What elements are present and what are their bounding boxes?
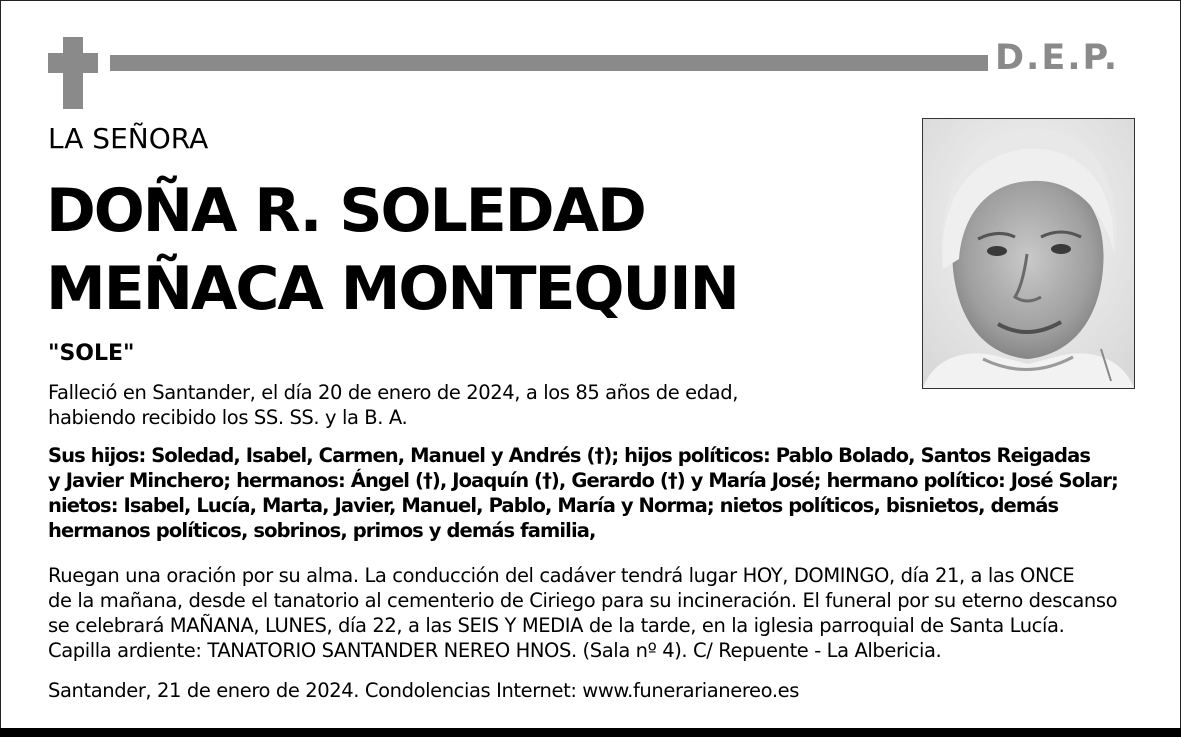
death-notice-line: Falleció en Santander, el día 20 de enero de 2024, a los 85 años de edad,: [48, 381, 739, 404]
family-line: y Javier Minchero; hermanos: Ángel (†), Joaquín (†), Gerardo (†) y María José; hermano político: José Solar;: [48, 469, 1118, 492]
cross-vertical-bar: [63, 37, 83, 109]
cross-horizontal-bar: [48, 53, 98, 73]
ceremony-line: Capilla ardiente: TANATORIO SANTANDER NEREO HNOS. (Sala nº 4). C/ Repuente - La Albericia.: [48, 639, 942, 662]
header-rule: [110, 55, 988, 71]
nickname: "SOLE": [48, 341, 135, 366]
family-line: Sus hijos: Soledad, Isabel, Carmen, Manuel y Andrés (†); hijos políticos: Pablo Bolado, Santos Reigadas: [48, 444, 1091, 467]
ceremony-line: se celebrará MAÑANA, LUNES, día 22, a las SEIS Y MEDIA de la tarde, en la iglesia parroquial de Santa Lucía.: [48, 614, 1065, 637]
deceased-name-line-1: DOÑA R. SOLEDAD: [46, 176, 645, 246]
portrait-image: [923, 119, 1134, 388]
dep-heading: D.E.P.: [995, 38, 1120, 78]
family-list: [48, 443, 1158, 543]
family-line: nietos: Isabel, Lucía, Marta, Javier, Manuel, Pablo, María y Norma; nietos políticos, bisnietos, demás: [48, 494, 1059, 517]
deceased-name-line-2: MEÑACA MONTEQUIN: [46, 254, 738, 324]
family-line: hermanos políticos, sobrinos, primos y demás familia,: [48, 519, 596, 542]
ceremony-line: Ruegan una oración por su alma. La conducción del cadáver tendrá lugar HOY, DOMINGO, día 21, a las ONCE: [48, 564, 1075, 587]
footer-line: [48, 678, 1158, 703]
ceremony-line: de la mañana, desde el tanatorio al cementerio de Ciriego para su incineración. El funeral por su eterno descanso: [48, 589, 1118, 612]
death-notice-line: habiendo recibido los SS. SS. y la B. A.: [48, 406, 408, 429]
bottom-rule: [0, 728, 1181, 737]
intro-label: LA SEÑORA: [48, 122, 209, 155]
ceremony-details: [48, 563, 1158, 663]
portrait-photo: [922, 118, 1135, 389]
footer-text: Santander, 21 de enero de 2024. Condolencias Internet: www.funerarianereo.es: [48, 679, 799, 702]
